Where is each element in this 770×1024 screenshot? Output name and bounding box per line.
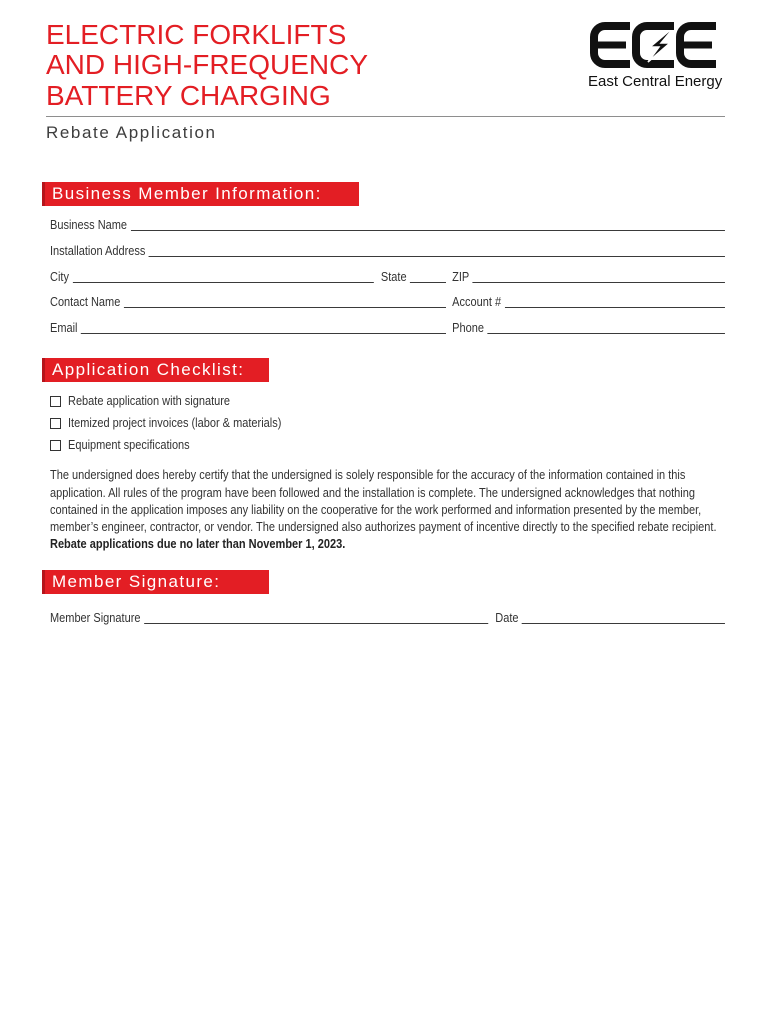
checklist-item-invoices bbox=[50, 415, 450, 431]
state-label: State bbox=[380, 270, 407, 284]
deadline-notice: Rebate applications due no later than November 1, 2023. bbox=[50, 537, 346, 552]
date-label: Date bbox=[495, 611, 519, 625]
company-logo bbox=[588, 20, 725, 92]
business-info-heading: Business Member Information: bbox=[42, 182, 359, 206]
certification-line: member’s engineer, contractor, or vendor. The undersigned also authorizes payment of incentive directly to the specified rebate recipient. bbox=[50, 520, 717, 535]
contact-name-label: Contact Name bbox=[50, 295, 121, 309]
installation-address-field[interactable] bbox=[149, 243, 725, 257]
rebate-application-checkbox[interactable] bbox=[50, 396, 61, 407]
city-label: City bbox=[50, 270, 69, 284]
date-field[interactable] bbox=[522, 610, 725, 624]
account-label: Account # bbox=[452, 295, 502, 309]
contact-name-group bbox=[50, 294, 446, 310]
checklist-item-rebate-application bbox=[50, 393, 450, 409]
certification-line: contained in the application imposes any liability on the cooperative for the work performed and information presented by the member, bbox=[50, 502, 702, 517]
header-divider bbox=[46, 116, 725, 117]
business-name-field[interactable] bbox=[131, 217, 725, 231]
title-line-3: BATTERY CHARGING bbox=[46, 79, 331, 111]
member-signature-group bbox=[50, 610, 488, 626]
equipment-specs-checkbox[interactable] bbox=[50, 440, 61, 451]
form-subtitle: Rebate Application bbox=[46, 122, 217, 142]
member-signature-label: Member Signature bbox=[50, 611, 141, 625]
logo-letter-c bbox=[636, 26, 674, 64]
account-field[interactable] bbox=[505, 294, 725, 308]
phone-field[interactable] bbox=[487, 320, 724, 334]
contact-name-field[interactable] bbox=[124, 294, 446, 308]
email-phone-row bbox=[50, 320, 725, 336]
phone-label: Phone bbox=[452, 321, 484, 335]
email-label: Email bbox=[50, 321, 78, 335]
signature-heading: Member Signature: bbox=[42, 570, 269, 594]
checklist-item-label: Rebate application with signature bbox=[68, 394, 231, 408]
logo-letter-e-right bbox=[680, 26, 716, 64]
checklist-item-label: Itemized project invoices (labor & materials) bbox=[68, 416, 282, 430]
email-group bbox=[50, 320, 446, 336]
signature-date-row bbox=[50, 610, 725, 626]
member-signature-field[interactable] bbox=[144, 610, 488, 624]
city-group bbox=[50, 269, 374, 285]
city-state-zip-row bbox=[50, 269, 725, 285]
title-line-1: ELECTRIC FORKLIFTS bbox=[46, 18, 347, 50]
checklist-item-equipment-specs bbox=[50, 437, 450, 453]
ece-logo-mark bbox=[590, 22, 716, 68]
account-group bbox=[452, 294, 725, 310]
state-group bbox=[381, 269, 446, 285]
phone-group bbox=[452, 320, 725, 336]
company-name: East Central Energy bbox=[588, 73, 723, 90]
state-field[interactable] bbox=[410, 269, 446, 283]
checklist-item-label: Equipment specifications bbox=[68, 438, 190, 452]
email-field[interactable] bbox=[81, 320, 446, 334]
zip-field[interactable] bbox=[473, 269, 725, 283]
checklist-heading: Application Checklist: bbox=[42, 358, 269, 382]
logo-letter-e-left bbox=[594, 26, 630, 64]
certification-line: application. All rules of the program have been followed and the installation is complete. The undersigned acknowledges that nothing bbox=[50, 485, 695, 500]
zip-group bbox=[452, 269, 725, 285]
lightning-bolt-icon bbox=[648, 31, 671, 62]
document-title bbox=[46, 20, 368, 112]
installation-address-row bbox=[50, 243, 725, 259]
certification-line: The undersigned does hereby certify that the undersigned is solely responsible for the accuracy of the information contained in this bbox=[50, 468, 686, 483]
city-field[interactable] bbox=[72, 269, 373, 283]
business-name-row bbox=[50, 217, 725, 233]
title-line-2: AND HIGH-FREQUENCY bbox=[46, 49, 369, 80]
date-group bbox=[495, 610, 725, 626]
invoices-checkbox[interactable] bbox=[50, 418, 61, 429]
contact-account-row bbox=[50, 294, 725, 310]
certification-statement bbox=[50, 467, 725, 553]
zip-label: ZIP bbox=[452, 270, 470, 284]
business-name-label: Business Name bbox=[50, 218, 128, 232]
installation-address-label: Installation Address bbox=[50, 244, 146, 258]
